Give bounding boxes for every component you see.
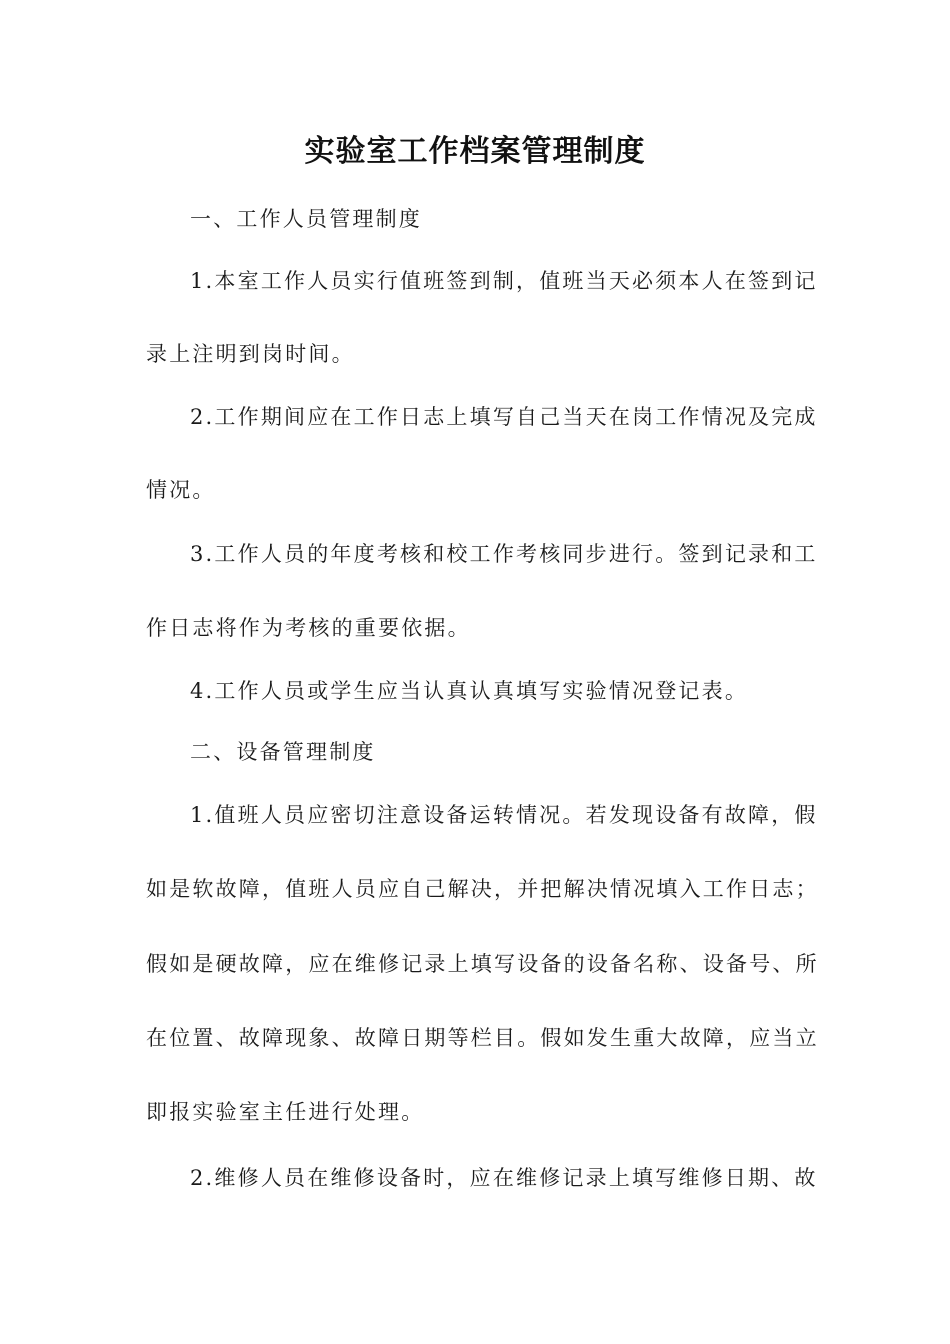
section-heading-2: 二、设备管理制度 [190,740,376,764]
paragraph-line: 即报实验室主任进行处理。 [146,1100,425,1124]
paragraph-line: 1.值班人员应密切注意设备运转情况。若发现设备有故障，假 [190,803,818,827]
paragraph-line: 如是软故障，值班人员应自己解决，并把解决情况填入工作日志； [146,877,819,901]
paragraph-line: 1.本室工作人员实行值班签到制，值班当天必须本人在签到记 [190,269,818,293]
paragraph-line: 2.维修人员在维修设备时，应在维修记录上填写维修日期、故 [190,1166,818,1190]
paragraph-line: 3.工作人员的年度考核和校工作考核同步进行。签到记录和工 [190,542,818,566]
section-heading-1: 一、工作人员管理制度 [190,207,422,231]
paragraph-line: 作日志将作为考核的重要依据。 [146,616,471,640]
paragraph-line: 录上注明到岗时间。 [146,342,355,366]
paragraph-line: 在位置、故障现象、故障日期等栏目。假如发生重大故障，应当立 [146,1026,819,1050]
document-title: 实验室工作档案管理制度 [304,134,646,169]
paragraph-line: 假如是硬故障，应在维修记录上填写设备的设备名称、设备号、所 [146,952,819,976]
paragraph-line: 情况。 [146,478,216,502]
paragraph-line: 4.工作人员或学生应当认真认真填写实验情况登记表。 [190,679,749,703]
paragraph-line: 2.工作期间应在工作日志上填写自己当天在岗工作情况及完成 [190,405,818,429]
